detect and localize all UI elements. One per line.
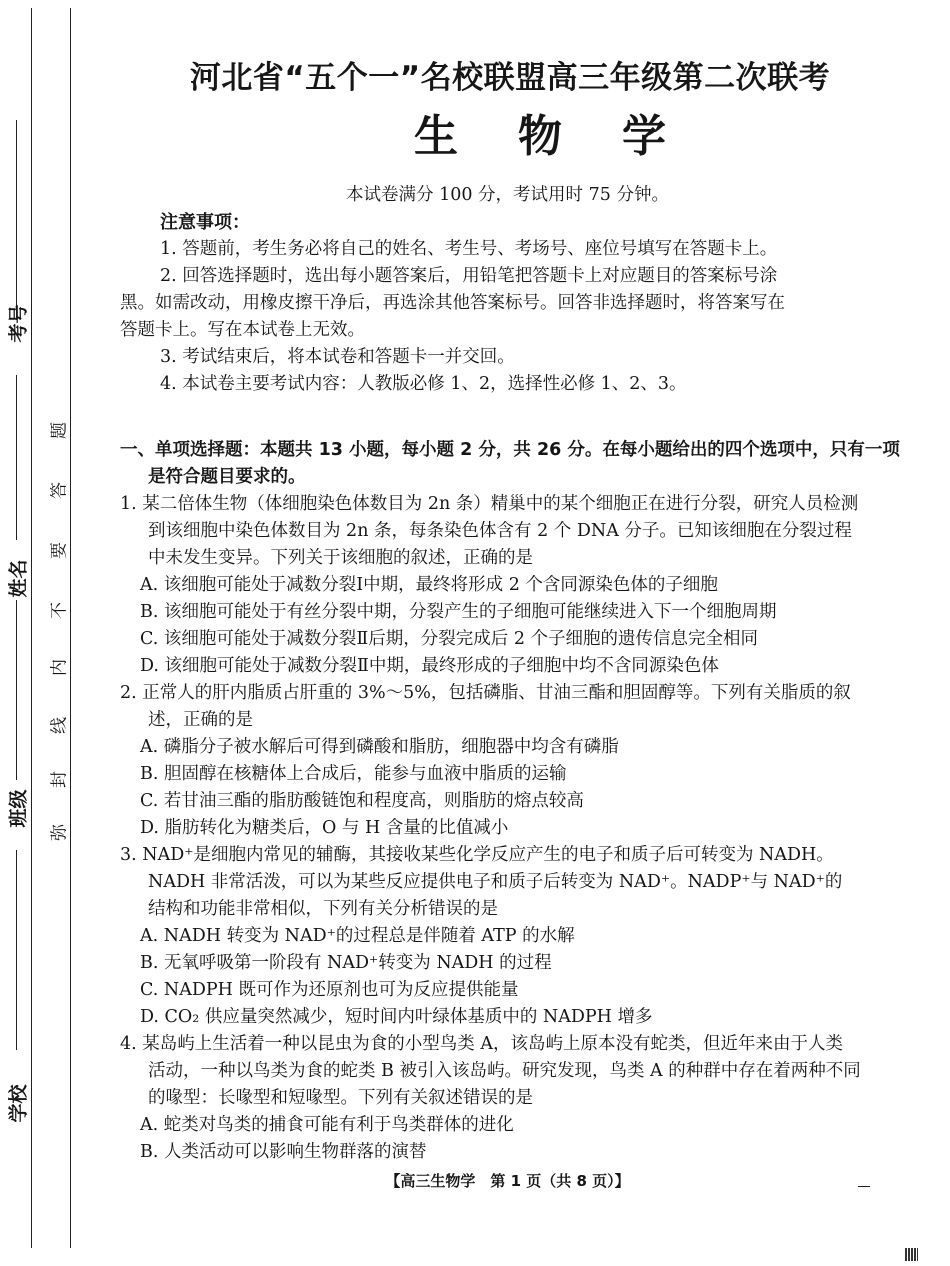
subject-title: 生物学 bbox=[414, 111, 726, 162]
question-stem: 1. 某二倍体生物（体细胞染色体数目为 2n 条）精巢中的某个细胞正在进行分裂，研究人员检测 bbox=[120, 494, 859, 514]
qr-code-icon bbox=[905, 1248, 918, 1261]
xingming-label: 姓名 bbox=[7, 559, 30, 598]
banji-blank bbox=[16, 600, 18, 780]
exam-info: 本试卷满分 100 分，考试用时 75 分钟。 bbox=[346, 185, 669, 205]
section-heading: 一、单项选择题：本题共 13 小题，每小题 2 分，共 26 分。在每小题给出的四个选项中，只有一项 bbox=[120, 440, 900, 460]
kaohao-blank bbox=[16, 120, 18, 320]
question-option: B. 人类活动可以影响生物群落的演替 bbox=[140, 1142, 427, 1162]
question-option: D. 该细胞可能处于减数分裂Ⅱ中期，最终形成的子细胞中均不含同源染色体 bbox=[140, 656, 719, 676]
seal-char: 不 bbox=[49, 602, 70, 619]
notice-line: 答题卡上。写在本试卷上无效。 bbox=[120, 320, 365, 340]
binding-line-outer bbox=[31, 8, 32, 1248]
notice-line: 2. 回答选择题时，选出每小题答案后，用铅笔把答题卡上对应题目的答案标号涂 bbox=[160, 266, 778, 286]
question-option: D. CO₂ 供应量突然减少，短时间内叶绿体基质中的 NADPH 增多 bbox=[140, 1007, 653, 1027]
xuexiao-label: 学校 bbox=[7, 1084, 30, 1123]
question-stem: 的喙型：长喙型和短喙型。下列有关叙述错误的是 bbox=[148, 1088, 533, 1108]
notice-heading: 注意事项： bbox=[160, 212, 250, 233]
question-stem: NADH 非常活泼，可以为某些反应提供电子和质子后转变为 NAD⁺。NADP⁺与 NAD⁺的 bbox=[148, 872, 843, 892]
question-stem: 述，正确的是 bbox=[148, 710, 253, 730]
page-footer: 【高三生物学 第 1 页（共 8 页）】 bbox=[385, 1172, 630, 1190]
seal-char: 线 bbox=[49, 717, 70, 734]
question-option: C. NADPH 既可作为还原剂也可为反应提供能量 bbox=[140, 980, 519, 1000]
notice-line: 3. 考试结束后，将本试卷和答题卡一并交回。 bbox=[160, 347, 515, 367]
seal-char: 答 bbox=[49, 482, 70, 499]
question-option: A. 蛇类对鸟类的捕食可能有利于鸟类群体的进化 bbox=[140, 1115, 514, 1135]
section-heading-cont: 是符合题目要求的。 bbox=[148, 467, 306, 487]
question-option: C. 若甘油三酯的脂肪酸链饱和程度高，则脂肪的熔点较高 bbox=[140, 791, 584, 811]
seal-char: 弥 bbox=[49, 824, 70, 841]
seal-char: 内 bbox=[49, 659, 70, 676]
xingming-blank bbox=[16, 375, 18, 540]
questions-block bbox=[120, 437, 900, 1166]
binding-line-inner bbox=[70, 8, 71, 1248]
question-option: A. NADH 转变为 NAD⁺的过程总是伴随着 ATP 的水解 bbox=[140, 926, 575, 946]
question-stem: 活动，一种以鸟类为食的蛇类 B 被引入该岛屿。研究发现，鸟类 A 的种群中存在着两种不同 bbox=[148, 1061, 861, 1081]
notice-line: 黑。如需改动，用橡皮擦干净后，再选涂其他答案标号。回答非选择题时，将答案写在 bbox=[120, 293, 785, 313]
question-option: A. 磷脂分子被水解后可得到磷酸和脂肪，细胞器中均含有磷脂 bbox=[140, 737, 619, 757]
notice-block bbox=[120, 182, 895, 398]
question-stem: 中未发生变异。下列关于该细胞的叙述，正确的是 bbox=[148, 548, 533, 568]
question-option: A. 该细胞可能处于减数分裂Ⅰ中期，最终将形成 2 个含同源染色体的子细胞 bbox=[140, 575, 718, 595]
corner-dash bbox=[858, 1186, 870, 1187]
question-option: B. 无氧呼吸第一阶段有 NAD⁺转变为 NADH 的过程 bbox=[140, 953, 552, 973]
exam-title: 河北省“五个一”名校联盟高三年级第二次联考 bbox=[189, 60, 831, 96]
question-stem: 2. 正常人的肝内脂质占肝重的 3%～5%，包括磷脂、甘油三酯和胆固醇等。下列有关脂质的叙 bbox=[120, 683, 851, 703]
notice-line: 1. 答题前，考生务必将自己的姓名、考生号、考场号、座位号填写在答题卡上。 bbox=[160, 239, 778, 259]
seal-char: 要 bbox=[49, 542, 70, 559]
question-stem: 结构和功能非常相似，下列有关分析错误的是 bbox=[148, 899, 498, 919]
xuexiao-blank bbox=[16, 850, 18, 1050]
question-option: D. 脂肪转化为糖类后，O 与 H 含量的比值减小 bbox=[140, 818, 509, 838]
question-stem: 4. 某岛屿上生活着一种以昆虫为食的小型鸟类 A，该岛屿上原本没有蛇类，但近年来由于人类 bbox=[120, 1034, 843, 1054]
question-stem: 3. NAD⁺是细胞内常见的辅酶，其接收某些化学反应产生的电子和质子后可转变为 NADH。 bbox=[120, 845, 834, 865]
question-option: C. 该细胞可能处于减数分裂Ⅱ后期，分裂完成后 2 个子细胞的遗传信息完全相同 bbox=[140, 629, 759, 649]
seal-char: 封 bbox=[49, 771, 70, 788]
question-option: B. 胆固醇在核糖体上合成后，能参与血液中脂质的运输 bbox=[140, 764, 567, 784]
banji-label: 班级 bbox=[7, 789, 30, 828]
seal-char: 题 bbox=[49, 422, 70, 439]
question-stem: 到该细胞中染色体数目为 2n 条，每条染色体含有 2 个 DNA 分子。已知该细胞在分裂过程 bbox=[148, 521, 852, 541]
question-option: B. 该细胞可能处于有丝分裂中期，分裂产生的子细胞可能继续进入下一个细胞周期 bbox=[140, 602, 777, 622]
notice-line: 4. 本试卷主要考试内容：人教版必修 1、2，选择性必修 1、2、3。 bbox=[160, 374, 687, 394]
kaohao-label: 考号 bbox=[7, 304, 30, 343]
